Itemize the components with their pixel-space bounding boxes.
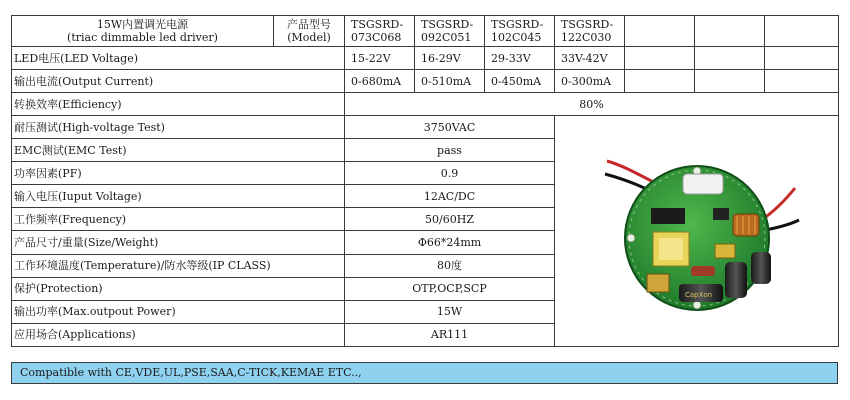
cell-value: 3750VAC bbox=[345, 116, 555, 139]
row-label: 工作环境温度(Temperature)/防水等级(IP CLASS) bbox=[12, 254, 345, 277]
row-label: 产品尺寸/重量(Size/Weight) bbox=[12, 231, 345, 254]
product-title-en: (triac dimmable led driver) bbox=[67, 31, 218, 44]
product-title-cn: 15W内置调光电源 bbox=[96, 18, 189, 31]
row-label: 输出功率(Max.outpout Power) bbox=[12, 300, 345, 323]
ic-chip bbox=[651, 208, 685, 224]
cell-value: Φ66*24mm bbox=[345, 231, 555, 254]
capacitor bbox=[725, 262, 747, 298]
table-row-hv-test bbox=[12, 116, 839, 139]
cell-value: 15-22V bbox=[345, 47, 415, 70]
table-row-led-voltage bbox=[12, 47, 839, 70]
row-label: 转换效率(Efficiency) bbox=[12, 93, 345, 116]
row-label: EMC测试(EMC Test) bbox=[12, 139, 345, 162]
cell-value: OTP,OCP,SCP bbox=[345, 277, 555, 300]
pcb-photo bbox=[555, 116, 835, 346]
compatibility-footer: Compatible with CE,VDE,UL,PSE,SAA,C-TICK,KEMAE ETC.., bbox=[11, 362, 838, 384]
cell-value: 80% bbox=[345, 93, 839, 116]
table-row-efficiency bbox=[12, 93, 839, 116]
model-3-line2: 102C045 bbox=[491, 31, 542, 44]
cell-value: 0.9 bbox=[345, 162, 555, 185]
model-label-cell bbox=[274, 16, 345, 47]
model-label-cn: 产品型号 bbox=[287, 18, 331, 31]
cell-value: 29-33V bbox=[485, 47, 555, 70]
empty-cell bbox=[625, 70, 695, 93]
cell-value: pass bbox=[345, 139, 555, 162]
model-1-line2: 073C068 bbox=[351, 31, 402, 44]
cell-value: 15W bbox=[345, 300, 555, 323]
white-component bbox=[683, 174, 723, 194]
row-label: 输入电压(Iuput Voltage) bbox=[12, 185, 345, 208]
row-label: 工作频率(Frequency) bbox=[12, 208, 345, 231]
model-2-line1: TSGSRD- bbox=[421, 18, 474, 31]
capacitor-brand: CapXon bbox=[685, 291, 713, 299]
spec-table bbox=[11, 15, 839, 347]
empty-cell bbox=[695, 47, 765, 70]
empty-cell bbox=[625, 47, 695, 70]
model-3-line1: TSGSRD- bbox=[491, 18, 544, 31]
model-4-line2: 122C030 bbox=[561, 31, 612, 44]
row-label: 应用场合(Applications) bbox=[12, 323, 345, 346]
model-cell-3 bbox=[485, 16, 555, 47]
empty-cell bbox=[765, 70, 839, 93]
product-title-cell bbox=[12, 16, 274, 47]
empty-cell bbox=[695, 70, 765, 93]
model-cell-4 bbox=[555, 16, 625, 47]
empty-cell bbox=[765, 47, 839, 70]
model-1-line1: TSGSRD- bbox=[351, 18, 404, 31]
row-label: 功率因素(PF) bbox=[12, 162, 345, 185]
cell-value: 16-29V bbox=[415, 47, 485, 70]
empty-cell bbox=[625, 16, 695, 47]
header-row bbox=[12, 16, 839, 47]
cell-value: 12AC/DC bbox=[345, 185, 555, 208]
cell-value: 0-300mA bbox=[555, 70, 625, 93]
cell-value: 33V-42V bbox=[555, 47, 625, 70]
cell-value: AR111 bbox=[345, 323, 555, 346]
model-label-en: (Model) bbox=[287, 31, 331, 44]
row-label: LED电压(LED Voltage) bbox=[12, 47, 345, 70]
cell-value: 50/60HZ bbox=[345, 208, 555, 231]
cell-value: 0-450mA bbox=[485, 70, 555, 93]
product-photo-cell bbox=[555, 116, 839, 347]
table-row-output-current bbox=[12, 70, 839, 93]
row-label: 输出电流(Output Current) bbox=[12, 70, 345, 93]
model-2-line2: 092C051 bbox=[421, 31, 472, 44]
cell-value: 0-680mA bbox=[345, 70, 415, 93]
empty-cell bbox=[765, 16, 839, 47]
capacitor bbox=[751, 252, 771, 284]
resistor bbox=[691, 266, 715, 276]
empty-cell bbox=[695, 16, 765, 47]
row-label: 保护(Protection) bbox=[12, 277, 345, 300]
model-4-line1: TSGSRD- bbox=[561, 18, 614, 31]
cell-value: 0-510mA bbox=[415, 70, 485, 93]
cell-value: 80度 bbox=[345, 254, 555, 277]
model-cell-1 bbox=[345, 16, 415, 47]
model-cell-2 bbox=[415, 16, 485, 47]
row-label: 耐压测试(High-voltage Test) bbox=[12, 116, 345, 139]
